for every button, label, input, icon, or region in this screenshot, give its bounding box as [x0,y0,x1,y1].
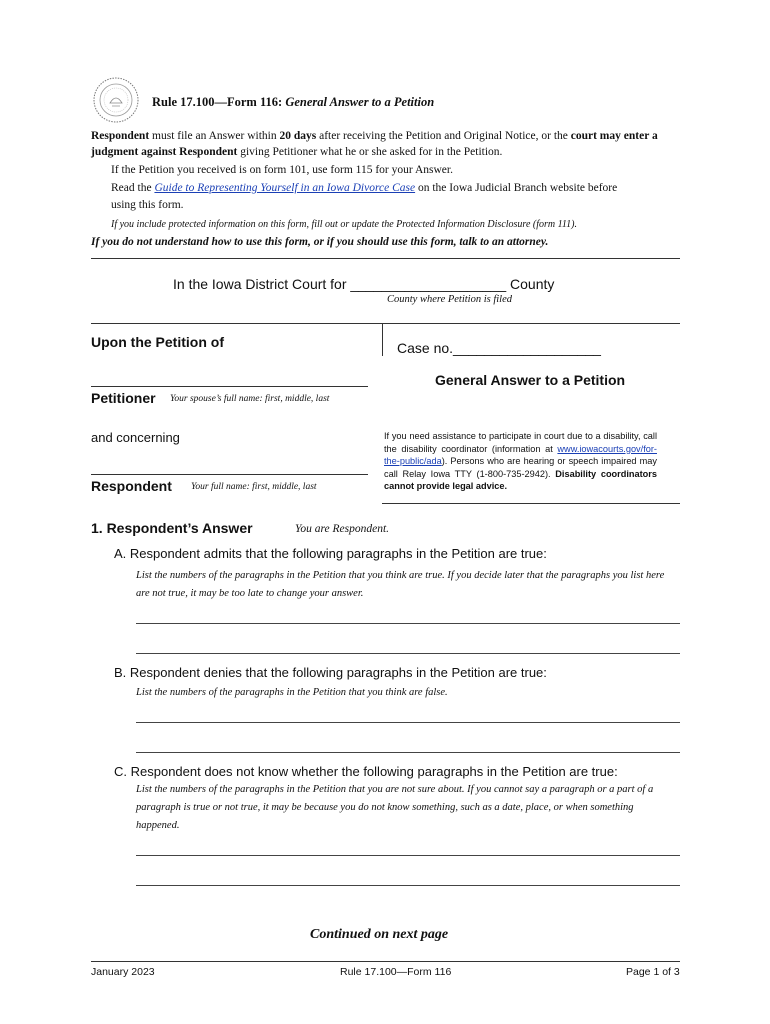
item-a-answer-line-2[interactable] [136,653,680,654]
item-c-answer-line-1[interactable] [136,855,680,856]
item-c-label: C. Respondent does not know whether the following paragraphs in the Petition are true: [114,764,618,779]
caption-vertical-rule [382,323,383,356]
form-header-title: Rule 17.100—Form 116: General Answer to a Petition [152,95,435,109]
guide-reference-cont: using this form. [111,199,184,211]
item-a-instructions: List the numbers of the paragraphs in the Petition that you think are true. If you decide later that the paragraphs you list here are not true, it may be too late to change your answer. [136,570,665,599]
footer-divider [91,961,680,962]
section-1-note: You are Respondent. [295,523,390,535]
continued-note: Continued on next page [310,927,449,942]
footer-date: January 2023 [91,966,155,978]
item-b-answer-line-1[interactable] [136,722,680,723]
caption-divider [91,323,680,324]
and-concerning-label: and concerning [91,430,180,445]
footer-page-number: Page 1 of 3 [626,966,680,978]
item-b-answer-line-2[interactable] [136,752,680,753]
court-line: In the Iowa District Court for ____________________ County [173,276,555,292]
petitioner-label: Petitioner [91,390,156,406]
iowa-judicial-seal [92,76,140,124]
item-a-answer-line-1[interactable] [136,623,680,624]
form-101-note: If the Petition you received is on form 101, use form 115 for your Answer. [111,164,453,176]
upon-petition-label: Upon the Petition of [91,334,224,350]
respondent-label: Respondent [91,478,172,494]
respondent-name-line[interactable] [91,474,368,475]
document-title: General Answer to a Petition [435,372,626,388]
footer-form-id: Rule 17.100—Form 116 [340,966,452,978]
petitioner-hint: Your spouse’s full name: first, middle, last [170,394,330,404]
divider [91,258,680,259]
ada-underline [382,503,680,504]
petitioner-name-line[interactable] [91,386,368,387]
ada-link[interactable]: www.iowacourts.gov/for-the-public/ada [384,443,657,466]
item-c-instructions: List the numbers of the paragraphs in the Petition that you are not sure about. If you cannot say a paragraph or a part of a paragraph is true or not true, it may be because you do not know something, such as a date, place, or when something happened. [136,784,654,831]
guide-link[interactable]: Guide to Representing Yourself in an Iowa Divorce Case [154,182,416,194]
case-number-field[interactable]: Case no.___________________ [397,340,601,356]
attorney-advice-note: If you do not understand how to use this form, or if you should use this form, talk to an attorney. [91,236,549,248]
guide-reference: Read the Guide to Representing Yourself in an Iowa Divorce Case on the Iowa Judicial Branch website before [111,182,618,194]
item-b-label: B. Respondent denies that the following paragraphs in the Petition are true: [114,665,547,680]
ada-notice: If you need assistance to participate in court due to a disability, call the disability coordinator (information at www.iowacourts.gov/for-the-public/ada). Persons who are hearing or speech impaired may call Relay Iowa TTY (1-800-735-2942). Disability coordinators cannot provide legal advice. [384,431,657,491]
section-1-title: 1. Respondent’s Answer [91,520,253,536]
respondent-hint: Your full name: first, middle, last [191,482,317,492]
county-label: County where Petition is filed [387,294,513,305]
filing-deadline-notice: Respondent must file an Answer within 20 days after receiving the Petition and Original Notice, or the court may enter a judgment against Respondent giving Petitioner what he or she asked for in the Petition. [91,130,658,158]
protected-info-note: If you include protected information on this form, fill out or update the Protected Information Disclosure (form 111). [111,219,577,230]
item-a-label: A. Respondent admits that the following paragraphs in the Petition are true: [114,546,547,561]
item-c-answer-line-2[interactable] [136,885,680,886]
item-b-instructions: List the numbers of the paragraphs in the Petition that you think are false. [136,687,448,698]
